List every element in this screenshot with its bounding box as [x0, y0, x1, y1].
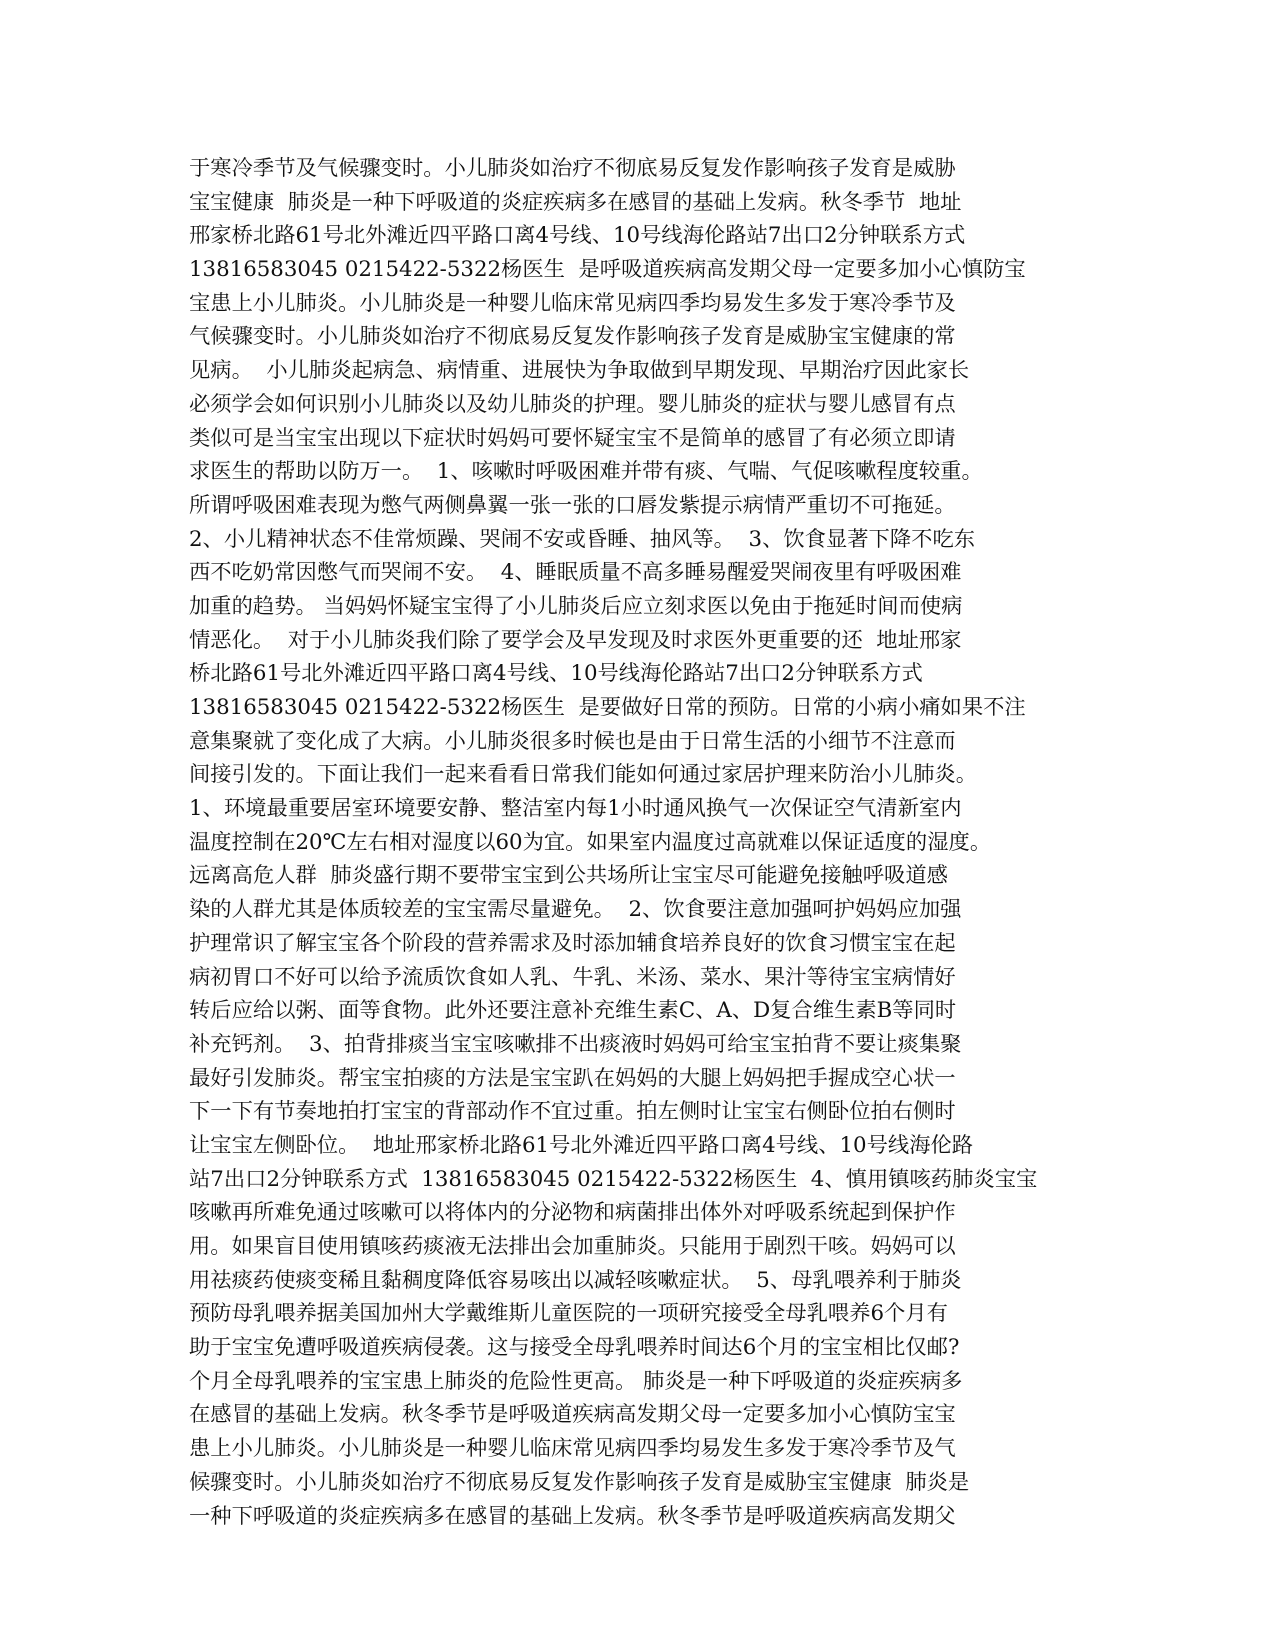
text-line: 西不吃奶常因憋气而哭闹不安。 4、睡眠质量不高多睡易醒爱哭闹夜里有呼吸困难	[189, 560, 962, 586]
text-line: 护理常识了解宝宝各个阶段的营养需求及时添加辅食培养良好的饮食习惯宝宝在起	[189, 930, 956, 956]
text-line: 候骤变时。小儿肺炎如治疗不彻底易反复发作影响孩子发育是威胁宝宝健康 肺炎是	[189, 1469, 970, 1495]
text-line: 情恶化。 对于小儿肺炎我们除了要学会及早发现及时求医外更重要的还 地址邢家	[189, 627, 962, 653]
text-line: 见病。 小儿肺炎起病急、病情重、进展快为争取做到早期发现、早期治疗因此家长	[189, 358, 970, 384]
body-text	[189, 152, 1089, 1533]
text-line: 2、小儿精神状态不佳常烦躁、哭闹不安或昏睡、抽风等。 3、饮食显著下降不吃东	[189, 526, 976, 552]
text-line: 13816583045 0215422-5322杨医生 是要做好日常的预防。日常的小病小痛如果不注	[189, 695, 1026, 720]
text-line: 13816583045 0215422-5322杨医生 是呼吸道疾病高发期父母一定要多加小心慎防宝	[189, 257, 1026, 283]
text-line: 用。如果盲目使用镇咳药痰液无法排出会加重肺炎。只能用于剧烈干咳。妈妈可以	[189, 1234, 956, 1259]
text-line: 助于宝宝免遭呼吸道疾病侵袭。这与接受全母乳喂养时间达6个月的宝宝相比仅邮?	[189, 1335, 960, 1361]
text-line: 意集聚就了变化成了大病。小儿肺炎很多时候也是由于日常生活的小细节不注意而	[189, 728, 956, 754]
text-line: 求医生的帮助以防万一。 1、咳嗽时呼吸困难并带有痰、气喘、气促咳嗽程度较重。	[189, 459, 983, 485]
text-line: 站7出口2分钟联系方式 13816583045 0215422-5322杨医生 4、慎用镇咳药肺炎宝宝	[189, 1166, 1038, 1192]
text-line: 气候骤变时。小儿肺炎如治疗不彻底易反复发作影响孩子发育是威胁宝宝健康的常	[189, 324, 956, 350]
text-line: 间接引发的。下面让我们一起来看看日常我们能如何通过家居护理来防治小儿肺炎。	[189, 762, 977, 788]
text-line: 染的人群尤其是体质较差的宝宝需尽量避免。 2、饮食要注意加强呵护妈妈应加强	[189, 897, 962, 923]
text-line: 远离高危人群 肺炎盛行期不要带宝宝到公共场所让宝宝尽可能避免接触呼吸道感	[189, 863, 948, 889]
text-line: 补充钙剂。 3、拍背排痰当宝宝咳嗽排不出痰液时妈妈可给宝宝拍背不要让痰集聚	[189, 1031, 962, 1057]
text-line: 个月全母乳喂养的宝宝患上肺炎的危险性更高。 肺炎是一种下呼吸道的炎症疾病多	[189, 1368, 963, 1394]
text-line: 加重的趋势。 当妈妈怀疑宝宝得了小儿肺炎后应立刻求医以免由于拖延时间而使病	[189, 593, 963, 619]
text-line: 预防母乳喂养据美国加州大学戴维斯儿童医院的一项研究接受全母乳喂养6个月有	[189, 1301, 948, 1327]
text-line: 必须学会如何识别小儿肺炎以及幼儿肺炎的护理。婴儿肺炎的症状与婴儿感冒有点	[189, 391, 956, 417]
text-line: 最好引发肺炎。帮宝宝拍痰的方法是宝宝趴在妈妈的大腿上妈妈把手握成空心状一	[189, 1065, 956, 1091]
text-line: 患上小儿肺炎。小儿肺炎是一种婴儿临床常见病四季均易发生多发于寒冷季节及气	[189, 1436, 956, 1462]
text-line: 让宝宝左侧卧位。 地址邢家桥北路61号北外滩近四平路口离4号线、10号线海伦路	[189, 1132, 974, 1158]
text-line: 病初胃口不好可以给予流质饮食如人乳、牛乳、米汤、菜水、果汁等待宝宝病情好	[189, 964, 956, 990]
text-line: 于寒冷季节及气候骤变时。小儿肺炎如治疗不彻底易反复发作影响孩子发育是威胁	[189, 156, 956, 181]
text-line: 宝宝健康 肺炎是一种下呼吸道的炎症疾病多在感冒的基础上发病。秋冬季节 地址	[189, 189, 962, 215]
text-line: 所谓呼吸困难表现为憋气两侧鼻翼一张一张的口唇发紫提示病情严重切不可拖延。	[189, 492, 956, 518]
text-line: 宝患上小儿肺炎。小儿肺炎是一种婴儿临床常见病四季均易发生多发于寒冷季节及	[189, 290, 956, 316]
text-line: 下一下有节奏地拍打宝宝的背部动作不宜过重。拍左侧时让宝宝右侧卧位拍右侧时	[189, 1099, 956, 1125]
text-line: 转后应给以粥、面等食物。此外还要注意补充维生素C、A、D复合维生素B等同时	[189, 998, 957, 1024]
text-line: 邢家桥北路61号北外滩近四平路口离4号线、10号线海伦路站7出口2分钟联系方式	[189, 223, 966, 249]
text-line: 咳嗽再所难免通过咳嗽可以将体内的分泌物和病菌排出体外对呼吸系统起到保护作	[189, 1200, 956, 1226]
text-line: 用祛痰药使痰变稀且黏稠度降低容易咳出以减轻咳嗽症状。 5、母乳喂养利于肺炎	[189, 1267, 962, 1293]
text-line: 1、环境最重要居室环境要安静、整洁室内每1小时通风换气一次保证空气清新室内	[189, 796, 962, 822]
text-line: 桥北路61号北外滩近四平路口离4号线、10号线海伦路站7出口2分钟联系方式	[189, 661, 923, 687]
text-line: 类似可是当宝宝出现以下症状时妈妈可要怀疑宝宝不是简单的感冒了有必须立即请	[189, 425, 956, 451]
text-line: 温度控制在20℃左右相对湿度以60为宜。如果室内温度过高就难以保证适度的湿度。	[189, 829, 992, 855]
text-line: 一种下呼吸道的炎症疾病多在感冒的基础上发病。秋冬季节是呼吸道疾病高发期父	[189, 1503, 956, 1529]
text-line: 在感冒的基础上发病。秋冬季节是呼吸道疾病高发期父母一定要多加小心慎防宝宝	[189, 1402, 956, 1428]
